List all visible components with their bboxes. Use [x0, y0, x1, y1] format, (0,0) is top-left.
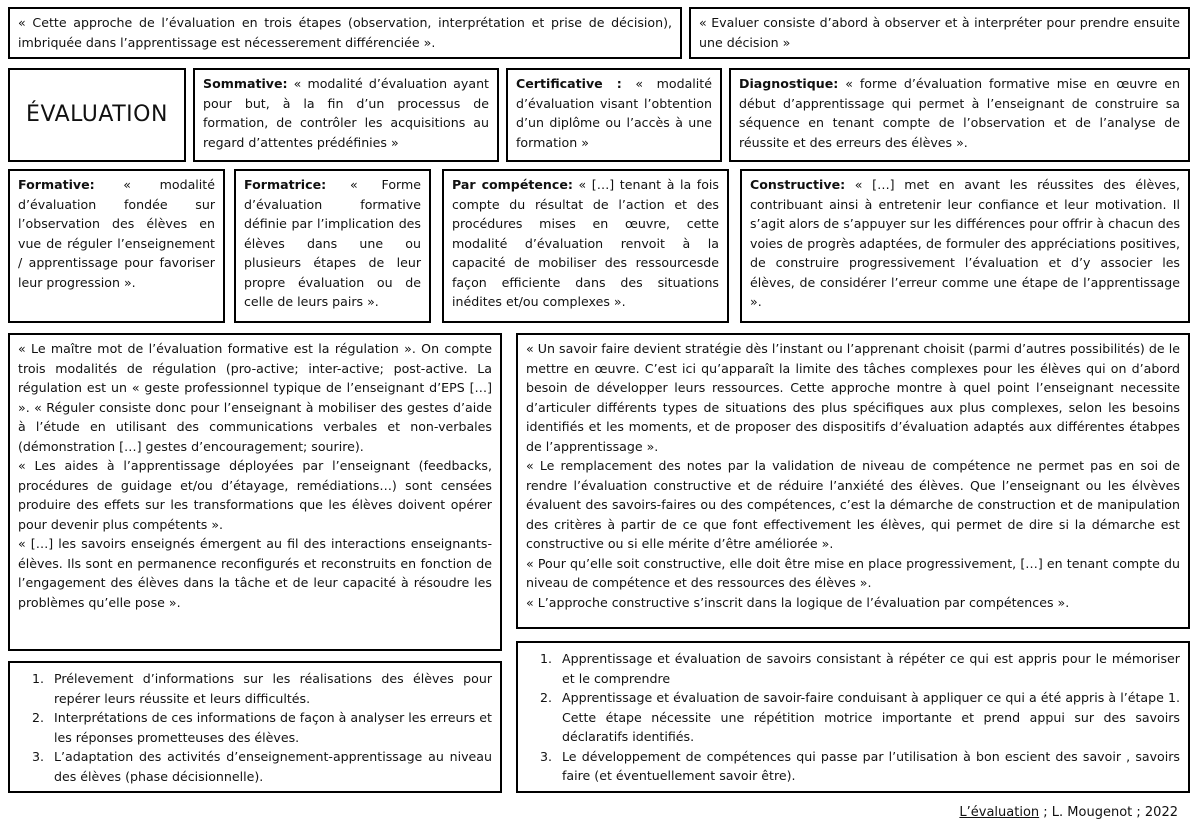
quote-top-right-text: « Evaluer consiste d’abord à observer et à interpréter pour prendre ensuite une décision »	[699, 15, 1180, 50]
page-title: ÉVALUATION	[26, 101, 168, 127]
paragraph: « Le remplacement des notes par la validation de niveau de compétence ne permet pas en soi de rendre l’évaluation constructive et de réduire l’anxiété des élèves. Que l’enseignant ou les élvèves évaluent des savoirs-faires ou des compétences, c’est la démarche de construction et de manipulation des critères à partir de ce que font effectivement les élèves, qui permet de dire si la démarche est constructive ou si elle mérite d’être améliorée ».	[526, 458, 1180, 552]
definition-formatrice	[234, 169, 431, 323]
definition-label: Certificative :	[516, 76, 622, 91]
definition-text: « Forme d’évaluation formative définie par l’implication des élèves dans une ou plusieurs étapes de leur propre évaluation ou de celle de leurs pairs ».	[244, 177, 421, 310]
list-item: 2. Apprentissage et évaluation de savoir-faire conduisant à appliquer ce qui a été appris à l’étape 1. Cette étape nécessite une répétition motrice importante et prend appui sur des savoirs déclaratifs identifiés.	[556, 688, 1180, 747]
definition-sommative	[193, 68, 499, 162]
definition-label: Sommative:	[203, 76, 288, 91]
credit-author: ; L. Mougenot ; 2022	[1039, 805, 1178, 820]
quote-top-right	[689, 7, 1190, 59]
definition-constructive	[740, 169, 1190, 323]
paragraph: « Pour qu’elle soit constructive, elle doit être mise en place progressivement, […] en tenant compte du niveau de compétence et des ressources des élèves ».	[526, 555, 1180, 591]
quote-top-left	[8, 7, 682, 59]
definition-label: Diagnostique:	[739, 76, 839, 91]
definition-text: « forme d’évaluation formative mise en œuvre en début d’apprentissage qui permet à l’enseignant de construire sa séquence en tenant compte de l’observation et de l’analyse de réussite et des erreurs des élèves ».	[739, 76, 1180, 150]
definition-certificative	[506, 68, 722, 162]
definition-label: Par compétence:	[452, 177, 573, 192]
credit-line	[959, 805, 1178, 820]
constructive-approach-text	[516, 333, 1190, 629]
definition-formative	[8, 169, 225, 323]
paragraph: « Le maître mot de l’évaluation formative est la régulation ». On compte trois modalités de régulation (pro-active; inter-active; post-active. La régulation est un « geste professionnel typique de l’enseignant d’EPS […] ». « Réguler consiste donc pour l’enseignant à mobiliser des gestes d’aide à l’étude en utilisant des communications verbales et non-verbales (démonstration […] gestes d’encouragement; sourire).	[18, 341, 492, 454]
definition-text: « modalité d’évaluation fondée sur l’observation des élèves en vue de réguler l’enseignement / apprentissage pour favoriser leur progression ».	[18, 177, 215, 290]
definition-text: « […] met en avant les réussites des élèves, contribuant ainsi à entretenir leur confiance et leur motivation. Il s’agit alors de s’appuyer sur les différences pour offrir à chacun des voies de progrès adaptées, de formuler des appréciations positives, de construire progressivement l’évaluation et d’y associer les élèves, de considérer l’erreur comme une étape de l’apprentissage ».	[750, 177, 1180, 310]
paragraph: « Un savoir faire devient stratégie dès l’instant ou l’apprenant choisit (parmi d’autres possibilités) de le mettre en œuvre. C’est ici qu’apparaît la limite des tâches complexes pour les élèves qui on d’abord besoin de développer leurs ressources. Cette approche montre à quel point l’enseignant necessite d’articuler différents types de situations des plus spécifiques aux plus complexes, selon les besoins identifiés et les moments, et de proposer des dispositifs d’évaluation adaptés aux différentes étabpes de l’apprentissage ».	[526, 341, 1180, 454]
definition-diagnostique	[729, 68, 1190, 162]
credit-title: L’évaluation	[959, 805, 1040, 820]
formative-regulation-text	[8, 333, 502, 651]
definition-text: « […] tenant à la fois compte du résultat de l’action et des procédures mises en œuvre, cette modalité d’évaluation renvoit à la capacité de mobiliser des ressourcesde façon efficiente dans des situations inédites et/ou complexes ».	[452, 177, 719, 310]
competence-steps-list	[516, 641, 1190, 793]
quote-top-left-text: « Cette approche de l’évaluation en trois étapes (observation, interprétation et prise de décision), imbriquée dans l’apprentissage est nécesserement différenciée ».	[18, 15, 672, 50]
paragraph: « […] les savoirs enseignés émergent au fil des interactions enseignants-élèves. Ils sont en permanence reconfigurés et reconstruits en fonction de l’engagement des élèves dans la tâche et de leur capacité à résoudre les problèmes qu’elle pose ».	[18, 536, 492, 610]
list-item: 2. Interprétations de ces informations de façon à analyser les erreurs et les réponses prometteuses des élèves.	[48, 708, 492, 747]
paragraph: « L’approche constructive s’inscrit dans la logique de l’évaluation par compétences ».	[526, 594, 1070, 610]
list-item: 1. Prélevement d’informations sur les réalisations des élèves pour repérer leurs réussite et leurs difficultés.	[48, 669, 492, 708]
definition-label: Constructive:	[750, 177, 846, 192]
title-box	[8, 68, 186, 162]
definition-label: Formatrice:	[244, 177, 327, 192]
paragraph: « Les aides à l’apprentissage déployées par l’enseignant (feedbacks, procédures de guidage et/ou d’étayage, remédiations…) sont censées produire des effets sur les transformations que les élèves doivent opérer pour devenir plus compétents ».	[18, 458, 492, 532]
list-item: 3. L’adaptation des activités d’enseignement-apprentissage au niveau des élèves (phase décisionnelle).	[48, 747, 492, 786]
list-item: 1. Apprentissage et évaluation de savoirs consistant à répéter ce qui est appris pour le mémoriser et le comprendre	[556, 649, 1180, 688]
definition-label: Formative:	[18, 177, 95, 192]
definition-text: « modalité d’évaluation visant l’obtention d’un diplôme ou l’accès à une formation »	[516, 76, 712, 150]
list-item: 3. Le développement de compétences qui passe par l’utilisation à bon escient des savoir , savoirs faire (et éventuellement savoir être).	[556, 747, 1180, 786]
definition-text: « modalité d’évaluation ayant pour but, à la fin d’un processus de formation, de contrôler les acquisitions au regard d’attentes prédéfinies »	[203, 76, 489, 150]
formative-steps-list	[8, 661, 502, 793]
definition-competence	[442, 169, 729, 323]
